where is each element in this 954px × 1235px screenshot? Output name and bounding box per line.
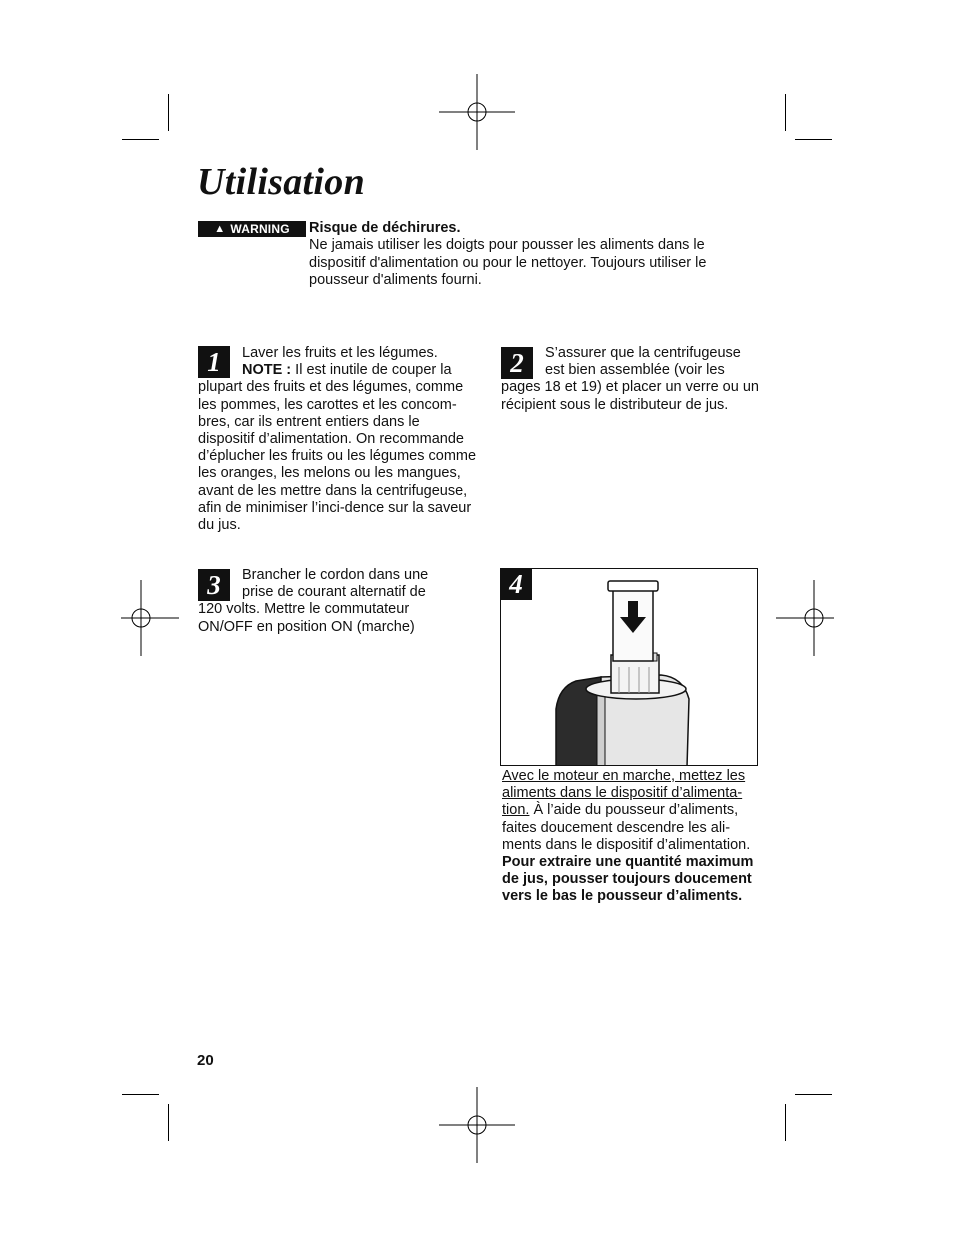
warning-text: [309, 220, 749, 290]
crop-mark: [168, 94, 169, 131]
warning-triangle-icon: ▲: [214, 222, 226, 235]
step-1-note-line: [198, 362, 480, 379]
crop-mark: [168, 1104, 169, 1141]
step-2-text: [501, 345, 763, 414]
juicer-feed-chute-illustration: [501, 569, 758, 766]
note-label: NOTE :: [242, 362, 292, 379]
step-4-illustration: [500, 568, 758, 766]
step-2-rest: pages 18 et 19) et placer un verre ou un récipient sous le distributeur de jus.: [501, 379, 759, 413]
page-number: 20: [197, 1052, 214, 1069]
step-4-caption: [502, 768, 762, 906]
step-1-text: [198, 345, 480, 534]
step-2-line-2: est bien assemblée (voir les: [545, 362, 725, 379]
warning-badge-label: WARNING: [230, 222, 290, 236]
crop-mark: [785, 94, 786, 131]
crop-mark: [122, 1094, 159, 1095]
step-number-1: 1: [198, 346, 230, 378]
step-number-3: 3: [198, 569, 230, 601]
registration-mark-icon: [439, 74, 515, 150]
crop-mark: [795, 139, 832, 140]
caption-bold: Pour extraire une quantité maximum de jus, pousser toujours doucement vers le bas le pousseur d’aliments.: [502, 854, 754, 905]
crop-mark: [785, 1104, 786, 1141]
registration-mark-icon: [103, 580, 179, 656]
page-title: Utilisation: [197, 161, 366, 203]
step-1-note-first: Il est inutile de couper la: [295, 362, 452, 379]
crop-mark: [795, 1094, 832, 1095]
step-2-line-1: S’assurer que la centrifugeuse: [545, 345, 741, 361]
registration-mark-icon: [776, 580, 852, 656]
warning-body: Ne jamais utiliser les doigts pour pousser les aliments dans le dispositif d'alimentation ou pour le nettoyer. Toujours utiliser le pousseur d'aliments fourni.: [309, 237, 707, 289]
registration-mark-icon: [439, 1087, 515, 1163]
step-3-line-2: prise de courant alternatif de: [242, 584, 426, 601]
step-3-text: [198, 567, 448, 636]
step-number-2: 2: [501, 347, 533, 379]
step-1-note-rest: plupart des fruits et des légumes, comme les pommes, les carottes et les concom-bres, car ils entrent entiers dans le dispositif d’alimentation. On recommande d’éplucher les fruits ou les légumes comme les oranges, les melons ou les mangues, avant de les mettre dans la centrifugeuse, afin de minimiser l’inci-dence sur la saveur du jus.: [198, 379, 477, 534]
warning-badge: [198, 221, 306, 237]
step-1-first-line: Laver les fruits et les légumes.: [242, 345, 438, 361]
crop-mark: [122, 139, 159, 140]
step-3-rest: 120 volts. Mettre le commutateur ON/OFF en position ON (marche): [198, 601, 415, 635]
warning-heading: Risque de déchirures.: [309, 220, 461, 236]
step-3-line-1: Brancher le cordon dans une: [242, 567, 429, 583]
caption-underlined: Avec le moteur en marche, mettez les aliments dans le dispositif d’alimenta-tion.: [502, 768, 746, 819]
step-number-4: 4: [500, 568, 532, 600]
caption-plain: À l’aide du pousseur d’aliments, faites doucement descendre les ali-ments dans le dispositif d’alimentation.: [502, 802, 751, 853]
